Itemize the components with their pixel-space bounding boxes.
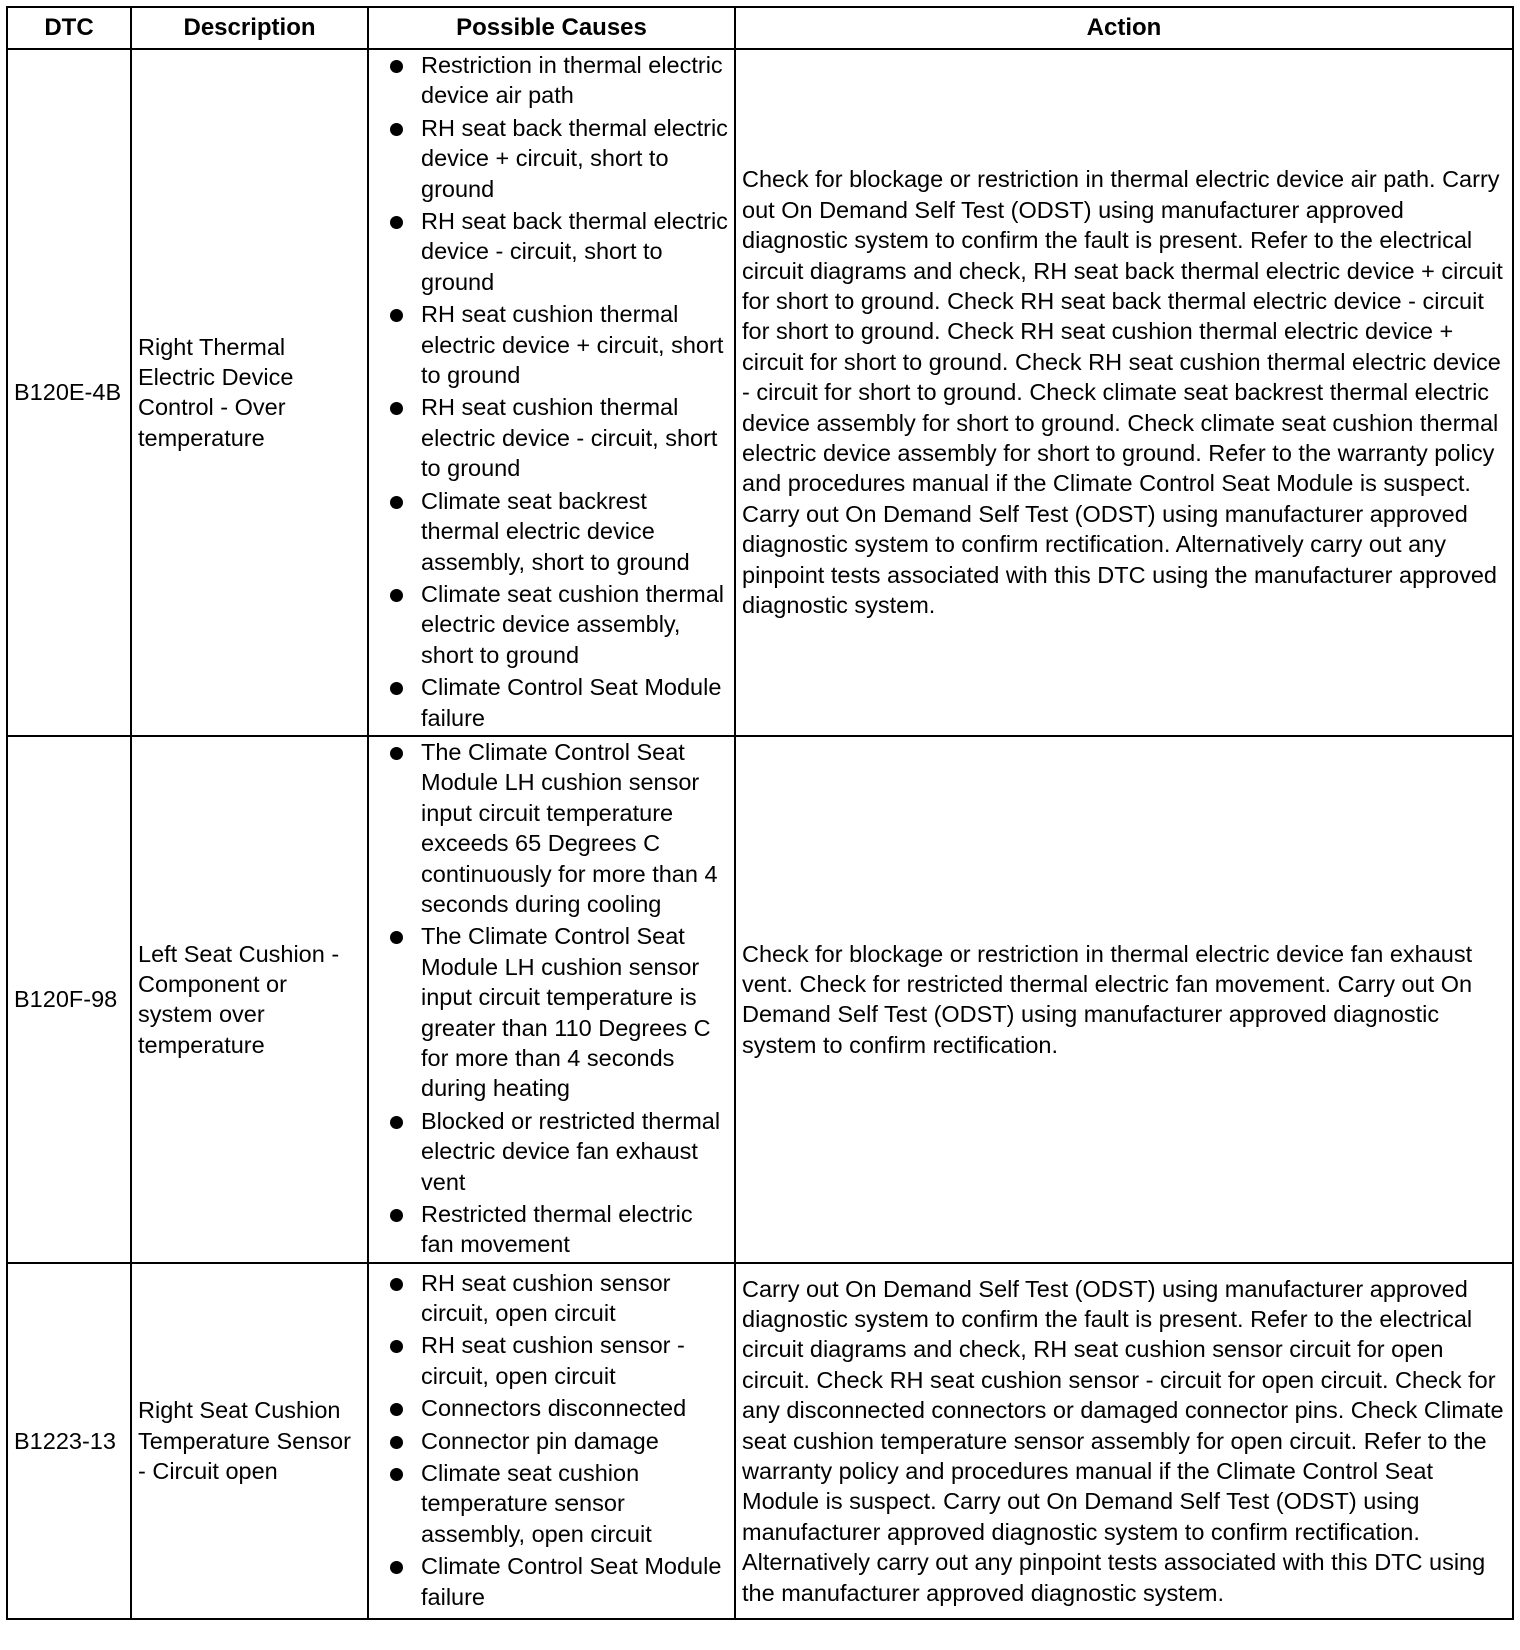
bullet-icon bbox=[390, 1116, 403, 1129]
cause-item bbox=[375, 1458, 728, 1549]
bullet-icon bbox=[390, 682, 403, 695]
bullet-icon bbox=[390, 309, 403, 322]
table-row bbox=[7, 49, 1513, 736]
cause-text: The Climate Control Seat Module LH cushion sensor input circuit temperature is greater than 110 Degrees C for more than 4 seconds during heating bbox=[421, 923, 711, 1102]
cause-text: Climate seat backrest thermal electric device assembly, short to ground bbox=[421, 487, 690, 575]
dtc-action: Carry out On Demand Self Test (ODST) using manufacturer approved diagnostic system to confirm the fault is present. Refer to the electrical circuit diagrams and check, RH seat cushion sensor circuit for open circuit. Check RH seat cushion sensor - circuit for open circuit. Check for any disconnected connectors or damaged connector pins. Check Climate seat cushion temperature sensor assembly for open circuit. Refer to the warranty policy and procedures manual if the Climate Control Seat Module is suspect. Carry out On Demand Self Test (ODST) using manufacturer approved diagnostic system to confirm rectification. Alternatively carry out any pinpoint tests associated with this DTC using the manufacturer approved diagnostic system. bbox=[735, 1263, 1513, 1619]
dtc-description: Left Seat Cushion - Component or system over temperature bbox=[131, 736, 368, 1263]
table-body bbox=[7, 49, 1513, 1619]
dtc-code: B120F-98 bbox=[7, 736, 131, 1263]
cause-item bbox=[375, 1106, 728, 1197]
cause-item bbox=[375, 1268, 728, 1329]
header-description: Description bbox=[131, 7, 368, 49]
cause-text: RH seat cushion thermal electric device + circuit, short to ground bbox=[421, 301, 724, 389]
bullet-icon bbox=[390, 1340, 403, 1353]
bullet-icon bbox=[390, 1209, 403, 1222]
dtc-action: Check for blockage or restriction in thermal electric device fan exhaust vent. Check for restricted thermal electric fan movement. Carry out On Demand Self Test (ODST) using manufacturer approved diagnostic system to confirm rectification. bbox=[735, 736, 1513, 1263]
cause-text: Climate seat cushion thermal electric device assembly, short to ground bbox=[421, 580, 725, 668]
cause-item bbox=[375, 672, 728, 733]
cause-text: RH seat back thermal electric device + circuit, short to ground bbox=[421, 114, 728, 202]
cause-text: Restriction in thermal electric device air path bbox=[421, 52, 723, 109]
cause-list bbox=[375, 1268, 728, 1612]
bullet-icon bbox=[390, 1468, 403, 1481]
possible-causes bbox=[368, 49, 735, 736]
cause-item bbox=[375, 299, 728, 390]
header-dtc: DTC bbox=[7, 7, 131, 49]
cause-item bbox=[375, 579, 728, 670]
bullet-icon bbox=[390, 1436, 403, 1449]
header-row bbox=[7, 7, 1513, 49]
dtc-action: Check for blockage or restriction in thermal electric device air path. Carry out On Demand Self Test (ODST) using manufacturer approved diagnostic system to confirm the fault is present. Refer to the electrical circuit diagrams and check, RH seat back thermal electric device + circuit for short to ground. Check RH seat back thermal electric device - circuit for short to ground. Check RH seat cushion thermal electric device + circuit for short to ground. Check RH seat cushion thermal electric device - circuit for short to ground. Check climate seat backrest thermal electric device assembly for short to ground. Check climate seat cushion thermal electric device assembly for short to ground. Refer to the warranty policy and procedures manual if the Climate Control Seat Module is suspect. Carry out On Demand Self Test (ODST) using manufacturer approved diagnostic system to confirm rectification. Alternatively carry out any pinpoint tests associated with this DTC using the manufacturer approved diagnostic system. bbox=[735, 49, 1513, 736]
cause-item bbox=[375, 486, 728, 577]
cause-item bbox=[375, 921, 728, 1103]
bullet-icon bbox=[390, 589, 403, 602]
bullet-icon bbox=[390, 60, 403, 73]
bullet-icon bbox=[390, 216, 403, 229]
cause-text: Blocked or restricted thermal electric device fan exhaust vent bbox=[421, 1107, 721, 1195]
cause-text: RH seat cushion sensor - circuit, open circuit bbox=[421, 1332, 685, 1389]
cause-text: The Climate Control Seat Module LH cushion sensor input circuit temperature exceeds 65 Degrees C continuously for more than 4 seconds during cooling bbox=[421, 738, 718, 917]
table-header bbox=[7, 7, 1513, 49]
bullet-icon bbox=[390, 1403, 403, 1416]
dtc-code: B1223-13 bbox=[7, 1263, 131, 1619]
table-row bbox=[7, 1263, 1513, 1619]
possible-causes bbox=[368, 736, 735, 1263]
dtc-description: Right Thermal Electric Device Control - Over temperature bbox=[131, 49, 368, 736]
cause-list bbox=[375, 737, 728, 1260]
cause-text: Climate Control Seat Module failure bbox=[421, 674, 722, 731]
cause-text: Restricted thermal electric fan movement bbox=[421, 1201, 693, 1258]
cause-item bbox=[375, 737, 728, 919]
possible-causes bbox=[368, 1263, 735, 1619]
dtc-table bbox=[6, 6, 1514, 1620]
cause-list bbox=[375, 50, 728, 733]
bullet-icon bbox=[390, 496, 403, 509]
dtc-code: B120E-4B bbox=[7, 49, 131, 736]
bullet-icon bbox=[390, 747, 403, 760]
cause-item bbox=[375, 392, 728, 483]
dtc-description: Right Seat Cushion Temperature Sensor - Circuit open bbox=[131, 1263, 368, 1619]
cause-text: Connector pin damage bbox=[421, 1427, 659, 1454]
cause-text: Climate seat cushion temperature sensor assembly, open circuit bbox=[421, 1460, 652, 1547]
bullet-icon bbox=[390, 1561, 403, 1574]
cause-text: Climate Control Seat Module failure bbox=[421, 1553, 722, 1610]
cause-text: RH seat back thermal electric device - circuit, short to ground bbox=[421, 208, 728, 295]
cause-text: RH seat cushion sensor circuit, open circuit bbox=[421, 1269, 671, 1327]
cause-item bbox=[375, 1199, 728, 1260]
cause-item bbox=[375, 1393, 728, 1423]
bullet-icon bbox=[390, 123, 403, 136]
cause-item bbox=[375, 50, 728, 111]
bullet-icon bbox=[390, 1278, 403, 1291]
cause-item bbox=[375, 1426, 728, 1456]
cause-item bbox=[375, 1551, 728, 1612]
table-row bbox=[7, 736, 1513, 1263]
bullet-icon bbox=[390, 402, 403, 415]
cause-item bbox=[375, 206, 728, 297]
cause-item bbox=[375, 113, 728, 204]
cause-text: Connectors disconnected bbox=[421, 1395, 687, 1422]
cause-text: RH seat cushion thermal electric device - circuit, short to ground bbox=[421, 394, 718, 482]
header-action: Action bbox=[735, 7, 1513, 49]
bullet-icon bbox=[390, 931, 403, 944]
cause-item bbox=[375, 1330, 728, 1391]
header-possible-causes: Possible Causes bbox=[368, 7, 735, 49]
